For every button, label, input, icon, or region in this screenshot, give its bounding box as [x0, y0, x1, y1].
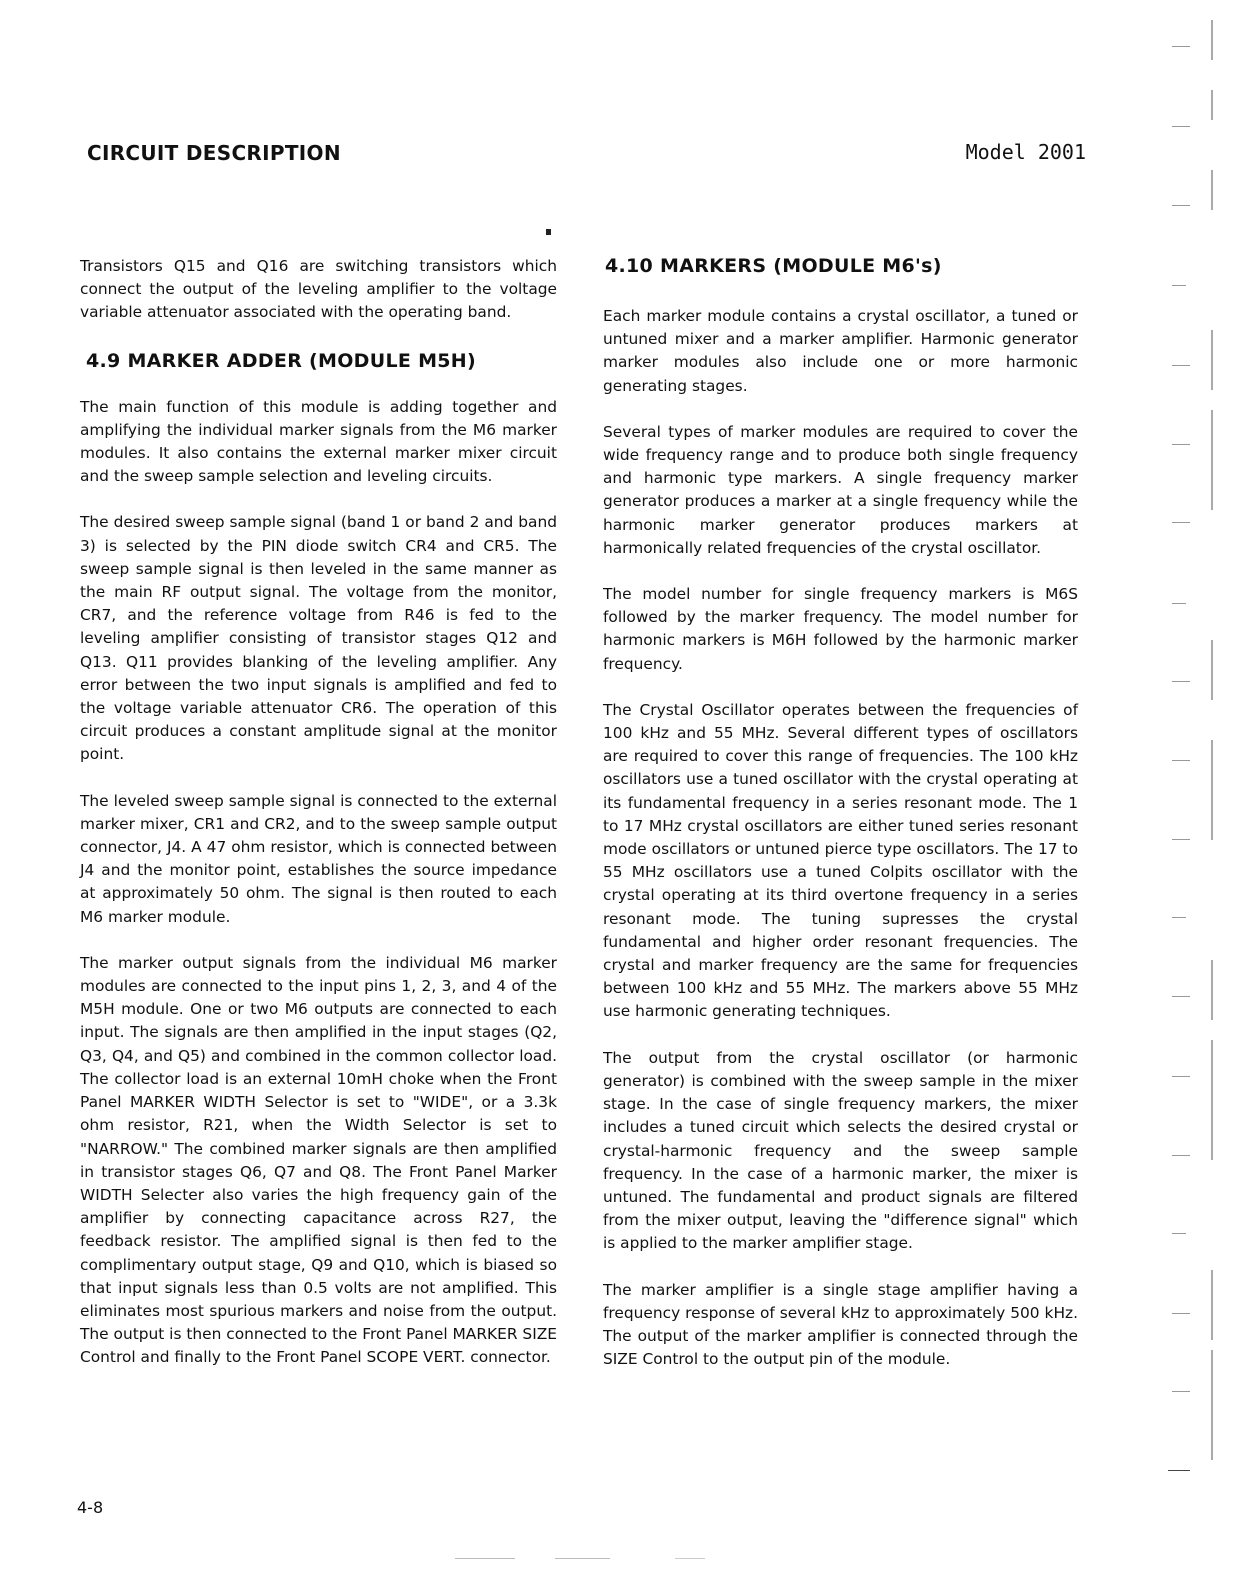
paragraph: The Crystal Oscillator operates between the frequencies of 100 kHz and 55 MHz. Several different types of oscillators are required to cover this range of frequencies. The 100 kHz oscillators use a tuned oscillator with the crystal operating at its fundamental frequency in a series resonant mode. The 1 to 17 MHz crystal oscillators are either tuned series resonant mode oscillators or untuned pierce type oscillators. The 17 to 55 MHz oscillators use a tuned Colpits oscillator with the crystal operating at its third overtone frequency in a series resonant mode. The tuning supresses the crystal fundamental and higher order resonant frequencies. The crystal and marker frequency are the same for frequencies between 100 kHz and 55 MHz. The markers above 55 MHz use harmonic generating techniques. — [603, 700, 1078, 1021]
paragraph: Several types of marker modules are required to cover the wide frequency range and to produce both single frequency and harmonic type markers. A single frequency marker generator produces a marker at a single frequency while the harmonic marker generator produces markers at harmonically related frequencies of the crystal oscillator. — [603, 422, 1078, 557]
paragraph: The desired sweep sample signal (band 1 or band 2 and band 3) is selected by the PIN diode switch CR4 and CR5. The sweep sample signal is then leveled in the same manner as the main RF output signal. The voltage from the monitor, CR7, and the reference voltage from R46 is fed to the leveling amplifier consisting of transistor stages Q12 and Q13. Q11 provides blanking of the leveling amplifier. Any error between the two input signals is amplified and fed to the voltage variable attenuator CR6. The operation of this circuit produces a constant amplitude signal at the monitor point. — [80, 513, 557, 764]
scan-speck — [546, 229, 551, 235]
paragraph: The marker output signals from the individual M6 marker modules are connected to the input pins 1, 2, 3, and 4 of the M5H module. One or two M6 outputs are connected to each input. The signals are then amplified in the input stages (Q2, Q3, Q4, and Q5) and combined in the common collector load. The collector load is an external 10mH choke when the Front Panel MARKER WIDTH Selector is set to "WIDE", or a 3.3k ohm resistor, R21, when the Width Selector is set to "NARROW." The combined marker signals are then amplified in transistor stages Q6, Q7 and Q8. The Front Panel Marker WIDTH Selecter also varies the high frequency gain of the amplifier by connecting capacitance across R27, the feedback resistor. The amplified signal is then fed to the complimentary output stage, Q9 and Q10, which is biased so that input signals less than 0.5 volts are not amplified. This eliminates most spurious markers and noise from the output. The output is then connected to the Front Panel MARKER SIZE Control and finally to the Front Panel SCOPE VERT. connector. — [80, 953, 557, 1367]
section-heading-4-9: 4.9 MARKER ADDER (MODULE M5H) — [86, 349, 476, 372]
intro-paragraph: Transistors Q15 and Q16 are switching transistors which connect the output of the leveling amplifier to the voltage variable attenuator associated with the operating band. — [80, 257, 557, 322]
paragraph: The model number for single frequency markers is M6S followed by the marker frequency. The model number for harmonic markers is M6H followed by the harmonic marker frequency. — [603, 585, 1078, 673]
paragraph: The output from the crystal oscillator (or harmonic generator) is combined with the sweep sample in the mixer stage. In the case of single frequency markers, the mixer includes a tuned circuit which selects the desired crystal or crystal-harmonic frequency and the sweep sample frequency. In the case of a harmonic marker, the mixer is untuned. The fundamental and product signals are filtered from the mixer output, leaving the "difference signal" which is applied to the marker amplifier stage. — [603, 1048, 1078, 1253]
paragraph: The marker amplifier is a single stage amplifier having a frequency response of several kHz to approximately 500 kHz. The output of the marker amplifier is connected through the SIZE Control to the output pin of the module. — [603, 1280, 1078, 1369]
right-column — [603, 253, 1078, 1394]
paragraph: The leveled sweep sample signal is connected to the external marker mixer, CR1 and CR2, and to the sweep sample output connector, J4. A 47 ohm resistor, which is connected between J4 and the monitor point, establishes the source impedance at approximately 50 ohm. The signal is then routed to each M6 marker module. — [80, 791, 557, 926]
section-title: CIRCUIT DESCRIPTION — [87, 141, 341, 165]
model-label: Model 2001 — [965, 140, 1086, 164]
page-number: 4-8 — [77, 1498, 104, 1517]
paragraph: The main function of this module is adding together and amplifying the individual marker signals from the M6 marker modules. It also contains the external marker mixer circuit and the sweep sample selection and leveling circuits. — [80, 397, 557, 486]
paragraph: Each marker module contains a crystal oscillator, a tuned or untuned mixer and a marker amplifier. Harmonic generator marker modules also include one or more harmonic generating stages. — [603, 307, 1078, 395]
section-heading-4-10: 4.10 MARKERS (MODULE M6's) — [605, 255, 942, 277]
left-column — [80, 255, 557, 1393]
